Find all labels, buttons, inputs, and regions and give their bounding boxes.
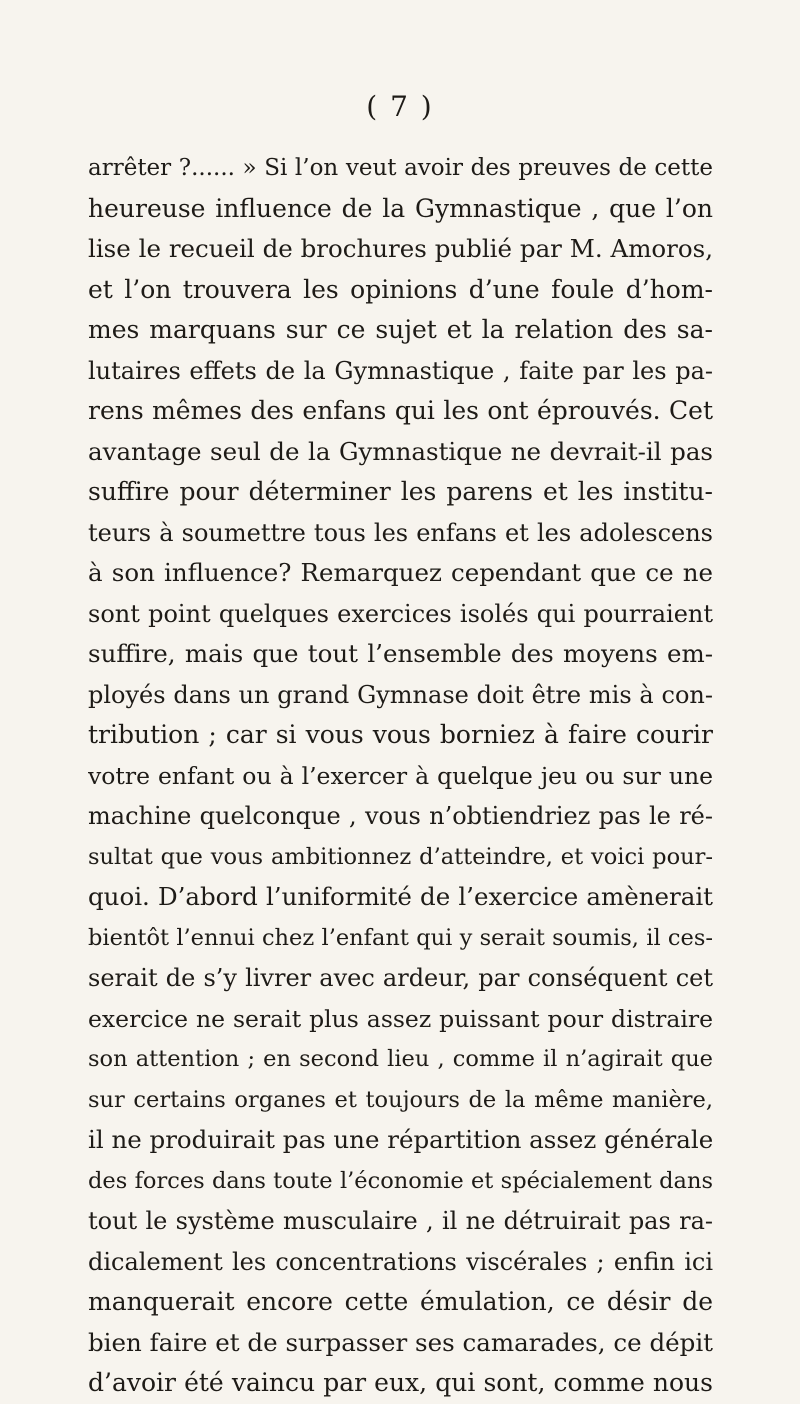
text-line: quoi. D’abord l’uniformité de l’exercice amènerait: [88, 882, 713, 911]
text-line: ployés dans un grand Gymnase doit être mis à con-: [88, 680, 713, 709]
text-line: d’avoir été vaincu par eux, qui sont, comme nous: [88, 1368, 713, 1397]
text-line: machine quelconque , vous n’obtiendriez pas le ré-: [88, 802, 713, 830]
text-line: bientôt l’ennui chez l’enfant qui y serait soumis, il ces-: [88, 924, 713, 951]
text-line: tout le système musculaire , il ne détruirait pas ra-: [88, 1207, 713, 1235]
text-line: des forces dans toute l’économie et spécialement dans: [88, 1167, 713, 1194]
text-line: lise le recueil de brochures publié par M. Amoros,: [88, 234, 713, 263]
text-line: sur certains organes et toujours de la même manière,: [88, 1086, 713, 1113]
text-line: dicalement les concentrations viscérales ; enfin ici: [88, 1247, 713, 1276]
text-line: sont point quelques exercices isolés qui pourraient: [88, 599, 713, 628]
text-line: manquerait encore cette émulation, ce désir de: [88, 1287, 713, 1316]
text-line: il ne produirait pas une répartition assez générale: [88, 1125, 713, 1154]
text-line: bien faire et de surpasser ses camarades, ce dépit: [88, 1327, 713, 1357]
text-line: serait de s’y livrer avec ardeur, par conséquent cet: [88, 964, 713, 992]
text-line: suffire, mais que tout l’ensemble des moyens em-: [88, 639, 713, 668]
text-line: arrêter ?...... » Si l’on veut avoir des preuves de cette: [88, 155, 713, 181]
text-line: suffire pour déterminer les parens et les institu-: [88, 477, 713, 506]
text-line: heureuse influence de la Gymnastique , que l’on: [88, 193, 713, 223]
text-line: avantage seul de la Gymnastique ne devrait-il pas: [88, 436, 713, 466]
text-line: sultat que vous ambitionnez d’atteindre, et voici pour-: [88, 843, 713, 870]
text-line: exercice ne serait plus assez puissant pour distraire: [88, 1004, 713, 1033]
page-number: ( 7 ): [366, 90, 434, 123]
text-line: et l’on trouvera les opinions d’une foule d’hom-: [88, 274, 713, 304]
text-line: son attention ; en second lieu , comme il n’agirait que: [88, 1046, 713, 1072]
text-line: teurs à soumettre tous les enfans et les adolescens: [88, 518, 713, 547]
text-line: lutaires effets de la Gymnastique , faite par les pa-: [88, 356, 713, 385]
body-text: [88, 148, 713, 1404]
text-line: tribution ; car si vous vous borniez à faire courir: [88, 720, 713, 749]
text-line: votre enfant ou à l’exercer à quelque jeu ou sur une: [88, 761, 713, 790]
text-line: à son influence? Remarquez cependant que ce ne: [88, 558, 713, 587]
text-line: rens mêmes des enfans qui les ont éprouvés. Cet: [88, 396, 713, 425]
text-line: mes marquans sur ce sujet et la relation des sa-: [88, 315, 713, 344]
